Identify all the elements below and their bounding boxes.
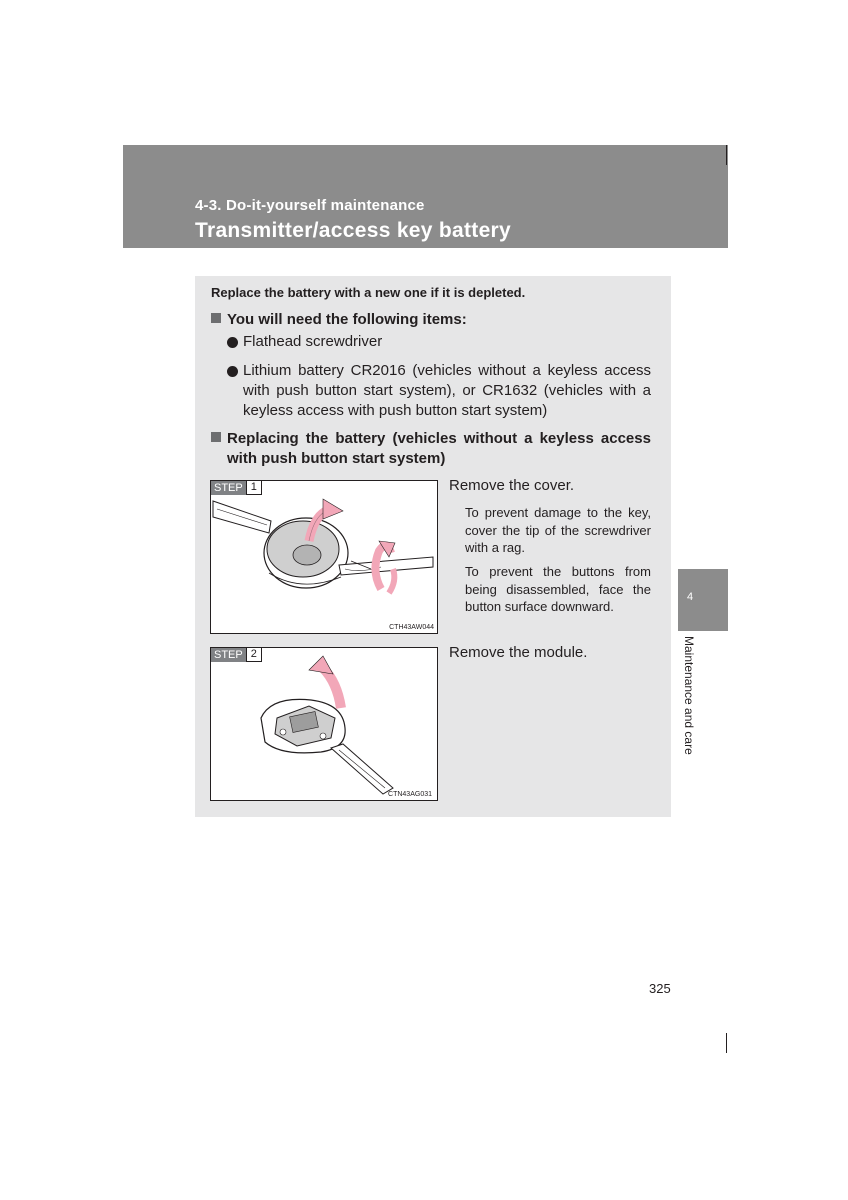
square-bullet-icon bbox=[211, 432, 221, 442]
figure-code: CTH43AW044 bbox=[389, 624, 434, 631]
chapter-title: Maintenance and care bbox=[682, 636, 696, 755]
key-cover-illustration bbox=[211, 481, 437, 633]
step2-instruction: Remove the module. bbox=[449, 644, 588, 661]
step-badge bbox=[211, 481, 262, 495]
replace-heading-word: a bbox=[524, 430, 533, 447]
page-title: Transmitter/access key battery bbox=[195, 219, 512, 242]
replace-heading-line1 bbox=[211, 429, 651, 449]
step1-note: To prevent the buttons from being disassembled, face the button surface downward. bbox=[465, 564, 651, 614]
replace-heading-word: battery bbox=[335, 430, 386, 447]
replace-heading-word: without bbox=[463, 430, 518, 447]
step-badge-label: STEP bbox=[211, 481, 246, 495]
items-heading-text: You will need the following items: bbox=[227, 311, 467, 328]
step2-figure bbox=[210, 647, 438, 801]
items-heading bbox=[211, 310, 467, 330]
list-item-text: Lithium battery CR2016 (vehicles without a keyless access with push button start system), or CR1632 (vehicles with a keyless access with push button start system) bbox=[243, 362, 651, 419]
square-bullet-icon bbox=[211, 313, 221, 323]
section-label: 4-3. Do-it-yourself maintenance bbox=[195, 197, 425, 214]
page-number: 325 bbox=[649, 981, 671, 996]
replace-heading-word: keyless bbox=[539, 430, 594, 447]
step1-note: To prevent damage to the key, cover the tip of the screwdriver with a rag. bbox=[465, 505, 651, 555]
step1-figure bbox=[210, 480, 438, 634]
step1-instruction: Remove the cover. bbox=[449, 477, 575, 494]
list-item-text: Flathead screwdriver bbox=[243, 333, 383, 350]
replace-heading-word: access bbox=[600, 430, 651, 447]
replace-heading-word: (vehicles bbox=[392, 430, 457, 447]
step-badge-number: 1 bbox=[246, 481, 262, 495]
step-badge-label: STEP bbox=[211, 648, 246, 662]
chapter-tab[interactable] bbox=[678, 569, 728, 631]
intro-text: Replace the battery with a new one if it is depleted. bbox=[211, 285, 526, 300]
replace-heading-word: the bbox=[305, 430, 329, 447]
step-badge bbox=[211, 648, 262, 662]
replace-heading bbox=[211, 429, 651, 469]
crop-mark-bottom bbox=[726, 1033, 727, 1053]
replace-heading-line2: with push button start system) bbox=[227, 450, 446, 467]
step-badge-number: 2 bbox=[246, 648, 262, 662]
figure-code: CTN43AG031 bbox=[388, 791, 432, 798]
chapter-number: 4 bbox=[687, 591, 694, 603]
bullet-dot-icon bbox=[227, 366, 238, 377]
replace-heading-word: Replacing bbox=[211, 429, 299, 449]
module-removal-illustration bbox=[211, 648, 437, 800]
crop-mark-top bbox=[726, 145, 727, 165]
bullet-dot-icon bbox=[227, 337, 238, 348]
